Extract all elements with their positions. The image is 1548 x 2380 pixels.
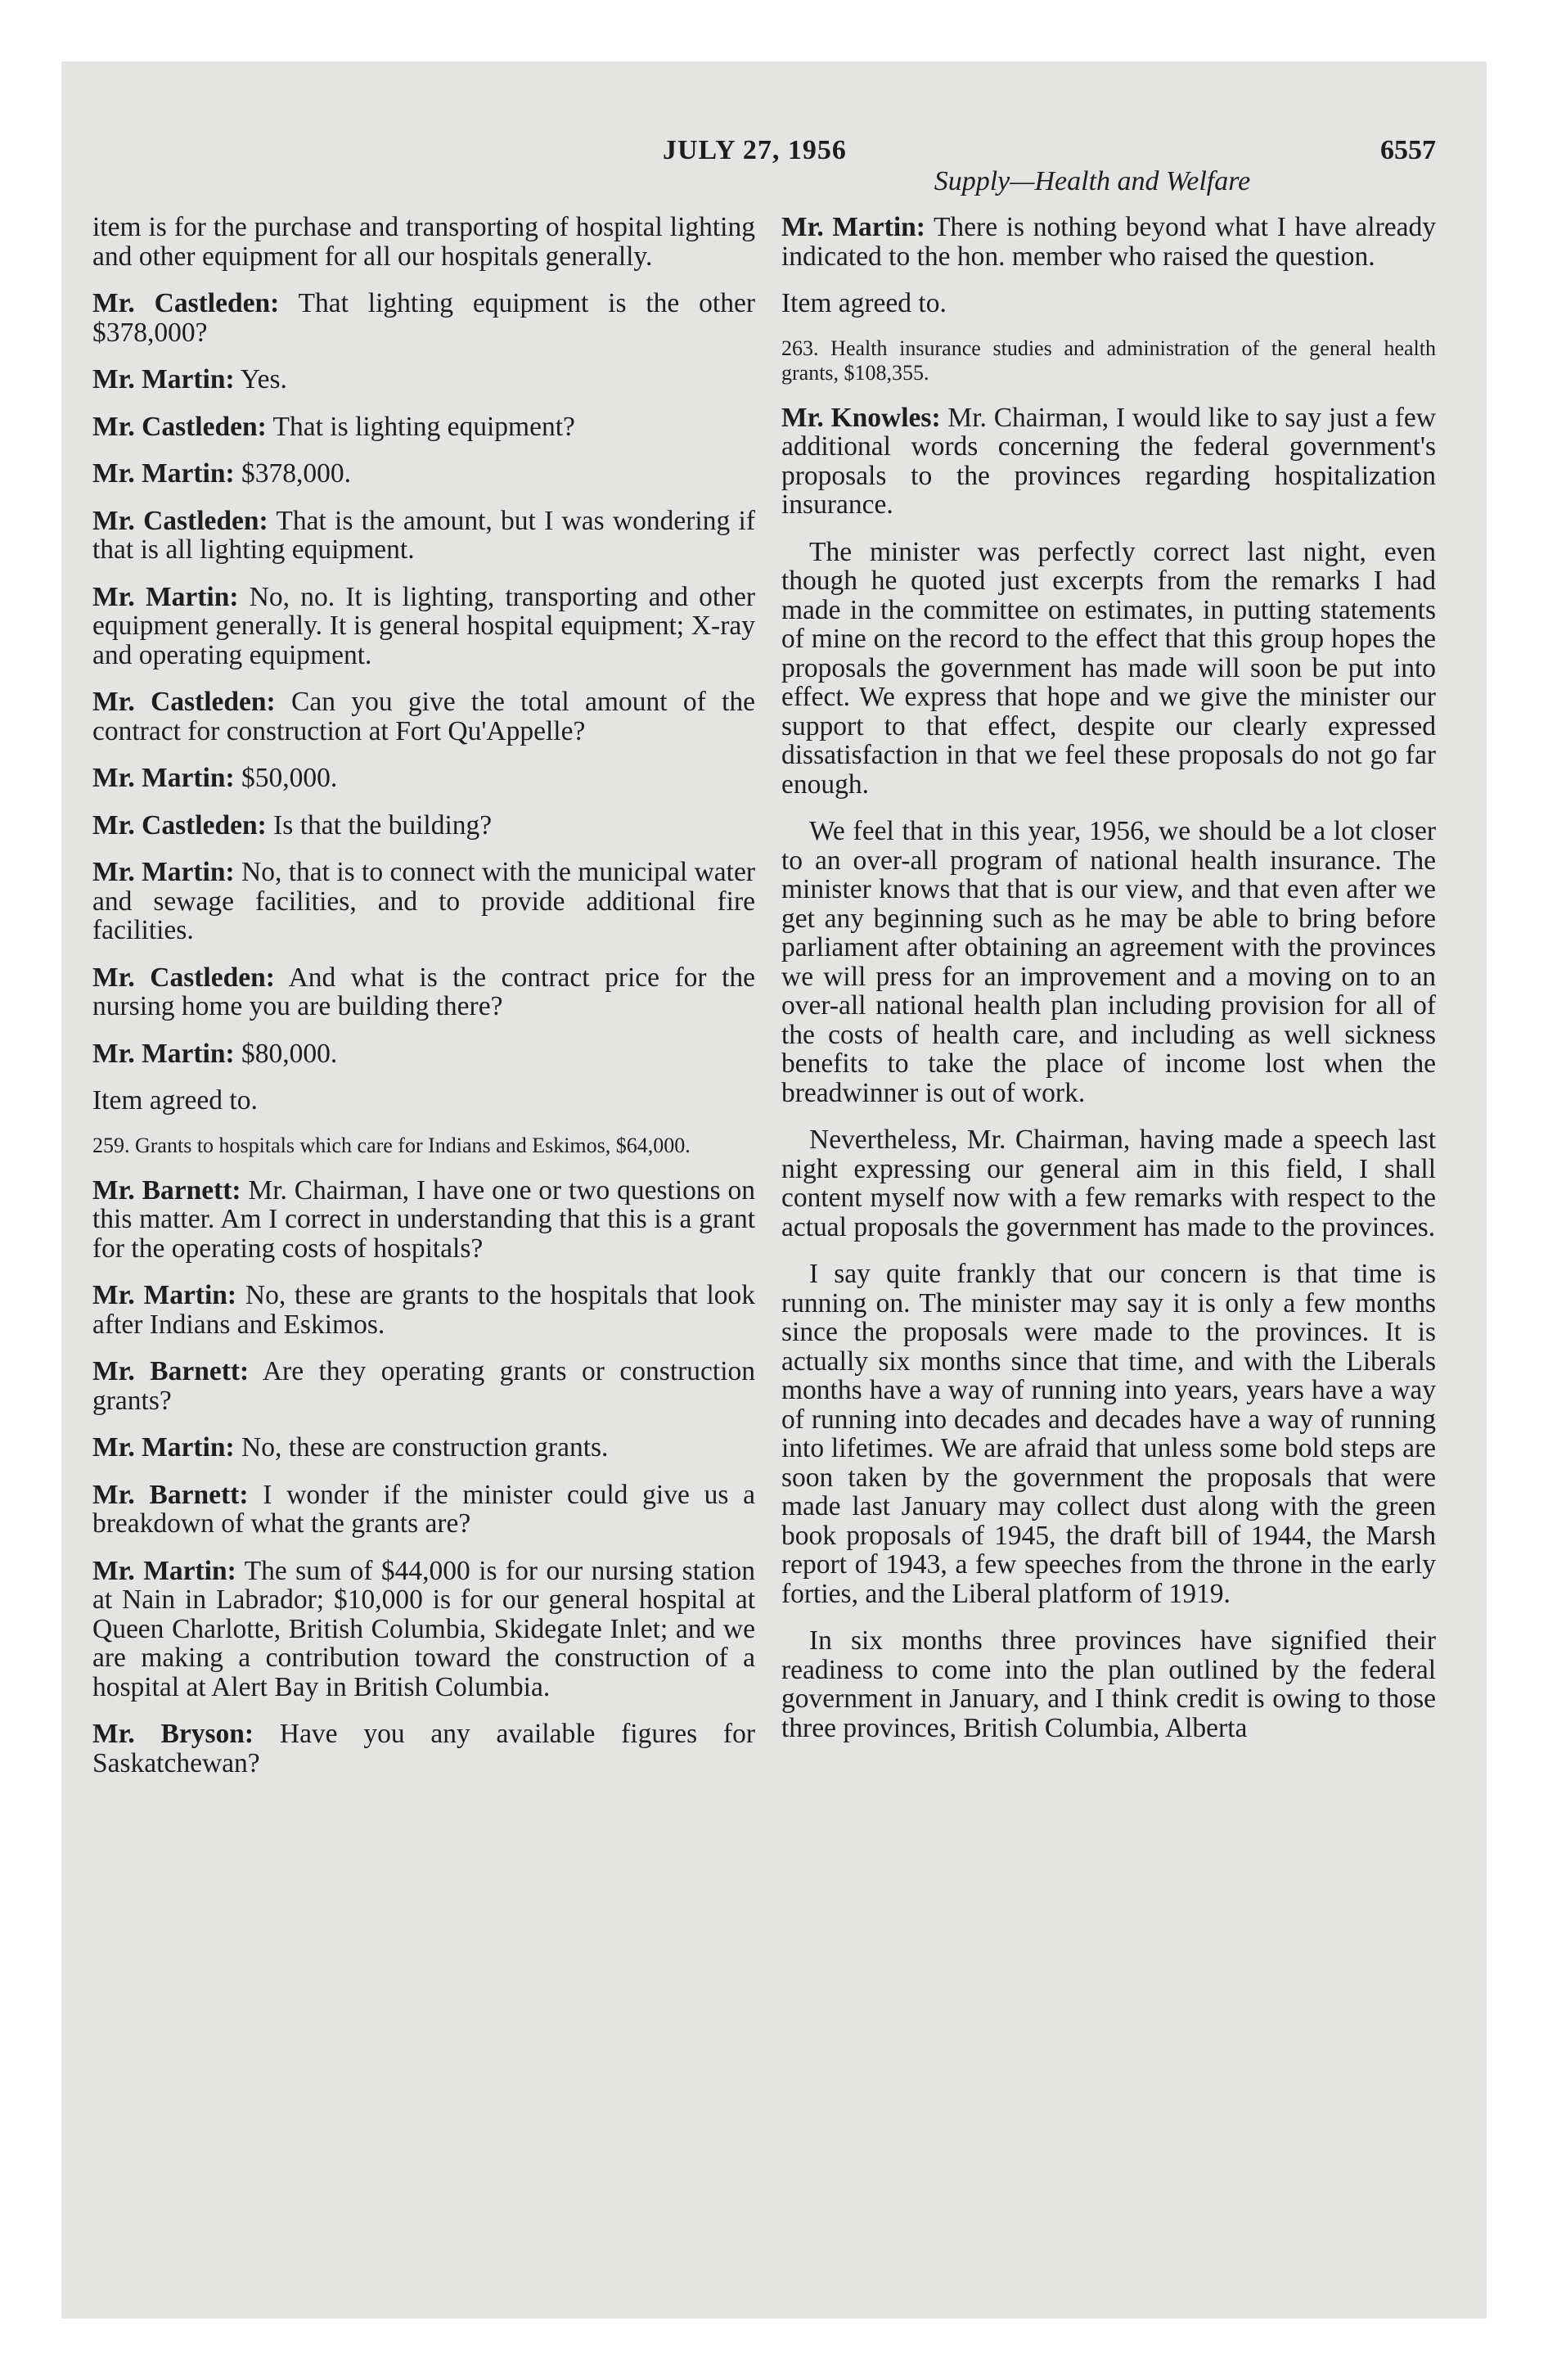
speech-paragraph xyxy=(92,687,755,746)
speech-paragraph xyxy=(92,1481,755,1539)
speech-text: No, that is to connect with the municipal water and sewage facilities, and to provide additional fire facilities. xyxy=(92,857,755,945)
speech-text: That is the amount, but I was wondering if that is all lighting equipment. xyxy=(92,505,755,565)
speaker-name: Mr. Castleden: xyxy=(92,411,267,442)
speech-paragraph xyxy=(92,1176,755,1264)
page-number: 6557 xyxy=(1380,135,1436,165)
body-paragraph: We feel that in this year, 1956, we should be a lot closer to an over-all program of national health insurance. The minister knows that that is our view, and that even after we get any beginning such as he may be able to bring before parliament after obtaining an agreement with the provinces we will press for an improvement and a moving on to an over-all national health plan including provision for all of the costs of health care, and including as well sickness benefits to take the place of income lost when the breadwinner is out of work. xyxy=(781,816,1436,1108)
speech-paragraph xyxy=(92,365,755,394)
speech-paragraph xyxy=(92,1433,755,1463)
speech-text: Is that the building? xyxy=(273,809,493,841)
speech-paragraph xyxy=(92,583,755,670)
speaker-name: Mr. Martin: xyxy=(92,1432,235,1463)
speech-paragraph xyxy=(92,1557,755,1702)
speaker-name: Mr. Martin: xyxy=(92,1038,235,1069)
left-column xyxy=(92,213,755,1796)
speech-paragraph xyxy=(92,507,755,565)
speech-text: Mr. Chairman, I would like to say just a few additional words concerning the federal government's proposals to the provinces regarding hospitalization insurance. xyxy=(781,402,1436,520)
estimate-item: 259. Grants to hospitals which care for Indians and Eskimos, $64,000. xyxy=(92,1133,691,1157)
speaker-name: Mr. Castleden: xyxy=(92,962,275,993)
speaker-name: Mr. Castleden: xyxy=(92,505,268,536)
speaker-name: Mr. Martin: xyxy=(92,364,235,394)
speaker-name: Mr. Martin: xyxy=(92,581,239,612)
speaker-name: Mr. Martin: xyxy=(92,1555,236,1586)
speech-text: I wonder if the minister could give us a breakdown of what the grants are? xyxy=(92,1479,756,1539)
speech-text: There is nothing beyond what I have already indicated to the hon. member who raised the question. xyxy=(781,212,1436,272)
speech-text: Are they operating grants or construction grants? xyxy=(92,1356,756,1416)
body-paragraph: In six months three provinces have signified their readiness to come into the plan outlined by the federal government in January, and I think credit is owing to those three provinces, British Columbia, Alberta xyxy=(781,1625,1436,1743)
speech-paragraph xyxy=(92,1281,755,1339)
speaker-name: Mr. Castleden: xyxy=(92,288,280,318)
speaker-name: Mr. Martin: xyxy=(92,857,235,887)
speaker-name: Mr. Bryson: xyxy=(92,1719,254,1749)
speaker-name: Mr. Knowles: xyxy=(781,402,941,433)
estimate-item: 263. Health insurance studies and administration of the general health grants, $108,355. xyxy=(781,336,1436,385)
speech-paragraph xyxy=(92,459,755,489)
speech-text: Mr. Chairman, I have one or two questions on this matter. Am I correct in understanding that this is a grant for the operating costs of hospitals? xyxy=(92,1174,756,1264)
speech-text: No, these are grants to the hospitals that look after Indians and Eskimos. xyxy=(92,1280,756,1340)
page-date: JULY 27, 1956 xyxy=(663,135,847,165)
speech-paragraph xyxy=(92,764,755,793)
speech-text: No, these are construction grants. xyxy=(241,1432,609,1463)
body-text: Item agreed to. xyxy=(781,288,947,318)
speech-text: $80,000. xyxy=(241,1038,338,1069)
speech-text: $378,000. xyxy=(241,458,352,489)
body-text: Item agreed to. xyxy=(92,1085,258,1116)
speech-text: And what is the contract price for the nursing home you are building there? xyxy=(92,962,756,1021)
speech-text: The sum of $44,000 is for our nursing station at Nain in Labrador; $10,000 is for our general hospital at Queen Charlotte, British Columbia, Skidegate Inlet; and we are making a contribution toward the construction of a hospital at Alert Bay in British Columbia. xyxy=(92,1555,755,1702)
speaker-name: Mr. Martin: xyxy=(92,458,235,489)
speaker-name: Mr. Martin: xyxy=(92,763,235,793)
speaker-name: Mr. Castleden: xyxy=(92,687,276,717)
speech-text: Can you give the total amount of the contract for construction at Fort Qu'Appelle? xyxy=(92,687,755,746)
speech-paragraph xyxy=(92,963,755,1021)
section-heading: Supply—Health and Welfare xyxy=(934,166,1251,196)
speech-paragraph xyxy=(92,858,755,945)
speech-text: Yes. xyxy=(240,364,287,394)
body-paragraph: Nevertheless, Mr. Chairman, having made a speech last night expressing our general aim in this field, I shall content myself now with a few remarks with respect to the actual proposals the government has made to the provinces. xyxy=(781,1125,1436,1242)
speech-text: That lighting equipment is the other $378,000? xyxy=(92,288,755,348)
speech-paragraph xyxy=(92,1039,755,1069)
speech-text: $50,000. xyxy=(241,763,338,793)
speaker-name: Mr. Castleden: xyxy=(92,809,267,841)
speaker-name: Mr. Barnett: xyxy=(92,1479,249,1510)
speech-paragraph xyxy=(781,403,1436,520)
speaker-name: Mr. Martin: xyxy=(781,212,925,242)
speech-text: No, no. It is lighting, transporting and other equipment generally. It is general hospital equipment; X-ray and operating equipment. xyxy=(92,581,755,670)
document-page xyxy=(61,61,1487,2319)
speaker-name: Mr. Barnett: xyxy=(92,1356,250,1386)
speaker-name: Mr. Barnett: xyxy=(92,1174,241,1206)
right-column xyxy=(781,213,1436,1760)
speech-paragraph xyxy=(92,412,755,442)
speech-paragraph xyxy=(92,1357,755,1415)
speech-text: That is lighting equipment? xyxy=(272,411,575,442)
speech-paragraph xyxy=(92,289,755,347)
speech-paragraph xyxy=(781,213,1436,271)
speaker-name: Mr. Martin: xyxy=(92,1280,237,1310)
body-paragraph: I say quite frankly that our concern is that time is running on. The minister may say it is only a few months since the proposals were made to the provinces. It is actually six months since that time, and with the Liberals months have a way of running into years, years have a way of running into decades and decades have a way of running into lifetimes. We are afraid that unless some bold steps are soon taken by the government the proposals that were made last January may collect dust along with the green book proposals of 1945, the draft bill of 1944, the Marsh report of 1943, a few speeches from the throne in the early forties, and the Liberal platform of 1919. xyxy=(781,1259,1436,1609)
speech-paragraph xyxy=(92,811,755,841)
body-paragraph: The minister was perfectly correct last night, even though he quoted just excerpts from the remarks I had made in the committee on estimates, in putting statements of mine on the record to the effect that this group hopes the proposals the government has made will soon be put into effect. We express that hope and we give the minister our support to that effect, despite our clearly expressed dissatisfaction in that we feel these proposals do not go far enough. xyxy=(781,536,1436,800)
speech-paragraph xyxy=(92,1720,755,1778)
body-text: item is for the purchase and transporting of hospital lighting and other equipment for all our hospitals generally. xyxy=(92,212,755,272)
speech-text: Have you any available figures for Saskatchewan? xyxy=(92,1719,755,1778)
